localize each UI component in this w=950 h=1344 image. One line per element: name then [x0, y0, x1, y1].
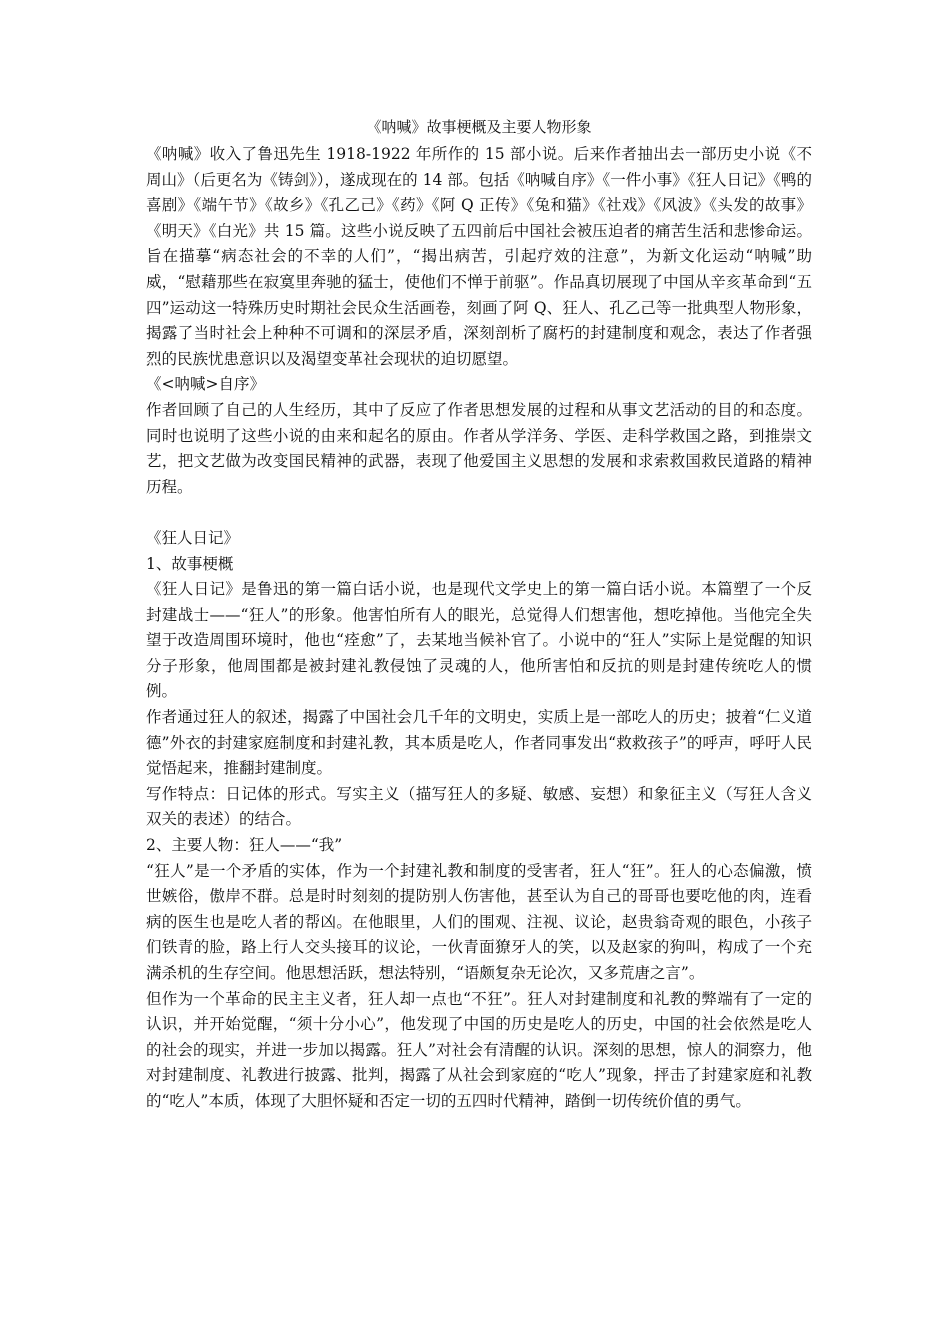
intro-paragraph: 《呐喊》收入了鲁迅先生 1918-1922 年所作的 15 部小说。后来作者抽出去一部历史小说《不周山》（后更名为《铸剑》），遂成现在的 14 部。包括《呐喊自序》《一件小事》《狂人日记》《鸭的喜剧》《端午节》《故乡》《孔乙己》《药》《阿 Q 正传》《兔和猫》《社戏》《风波》《头发的故事》《明天》《白光》共 15 篇。这些小说反映了五四前后中国社会被压迫者的痛苦生活和悲惨命运。旨在描摹“病态社会的不幸的人们”，“揭出病苦，引起疗效的注意”，为新文化运动“呐喊”助威，“慰藉那些在寂寞里奔驰的猛士，使他们不惮于前驱”。作品真切展现了中国从辛亥革命到“五四”运动这一特殊历史时期社会民众生活画卷，刻画了阿 Q、狂人、孔乙己等一批典型人物形象，揭露了当时社会上种种不可调和的深层矛盾，深刻剖析了腐朽的封建制度和观念，表达了作者强烈的民族忧患意识以及渴望变革社会现状的迫切愿望。: [146, 145, 812, 368]
preface-paragraph: 作者回顾了自己的人生经历，其中了反应了作者思想发展的过程和从事文艺活动的目的和态度。同时也说明了这些小说的由来和起名的原由。作者从学洋务、学医、走科学救国之路，到推崇文艺，把文艺做为改变国民精神的武器，表现了他爱国主义思想的发展和求索救国救民道路的精神历程。: [146, 400, 812, 496]
character-paragraph-1: “狂人”是一个矛盾的实体，作为一个封建礼教和制度的受害者，狂人“狂”。狂人的心态偏激，愤世嫉俗，傲岸不群。总是时时刻刻的提防别人伤害他，甚至认为自己的哥哥也要吃他的肉，连看病的医生也是吃人者的帮凶。在他眼里，人们的围观、注视、议论，赵贵翁奇观的眼色，小孩子们铁青的脸，路上行人交头接耳的议论，一伙青面獠牙人的笑，以及赵家的狗叫，构成了一个充满杀机的生存空间。他思想活跃，想法特别，“语颇复杂无论次，又多荒唐之言”。: [146, 861, 812, 982]
document-title: 《呐喊》故事梗概及主要人物形象: [366, 118, 592, 136]
blank-line: [146, 500, 812, 526]
section-heading-diary: 《狂人日记》: [146, 528, 240, 547]
character-paragraph-2: 但作为一个革命的民主主义者，狂人却一点也“不狂”。狂人对封建制度和礼教的弊端有了一定的认识，并开始觉醒，“须十分小心”，他发现了中国的历史是吃人的历史，中国的社会依然是吃人的社会的现实，并进一步加以揭露。狂人”对社会有清醒的认识。深刻的思想，惊人的洞察力，他对封建制度、礼教进行披露、批判，揭露了从社会到家庭的“吃人”现象，抨击了封建家庭和礼教的“吃人”本质，体现了大胆怀疑和否定一切的五四时代精神，踏倒一切传统价值的勇气。: [146, 989, 812, 1110]
section-heading-preface: 《<呐喊>自序》: [146, 375, 265, 394]
document-page: [146, 116, 812, 1115]
writing-features-paragraph: 写作特点：日记体的形式。写实主义（描写狂人的多疑、敏感、妄想）和象征主义（写狂人含义双关的表述）的结合。: [146, 784, 812, 829]
subheading-summary: 1、故事梗概: [146, 554, 234, 573]
subheading-characters: 2、主要人物：狂人——“我”: [146, 836, 343, 855]
summary-paragraph-1: 《狂人日记》是鲁迅的第一篇白话小说，也是现代文学史上的第一篇白话小说。本篇塑了一个反封建战士——“狂人”的形象。他害怕所有人的眼光，总觉得人们想害他，想吃掉他。当他完全失望于改造周围环境时，他也“痊愈”了，去某地当候补官了。小说中的“狂人”实际上是觉醒的知识分子形象，他周围都是被封建礼教侵蚀了灵魂的人，他所害怕和反抗的则是封建传统吃人的惯例。: [146, 580, 812, 701]
summary-paragraph-2: 作者通过狂人的叙述，揭露了中国社会几千年的文明史，实质上是一部吃人的历史；披着“仁义道德”外衣的封建家庭制度和封建礼教，其本质是吃人，作者同事发出“救救孩子”的呼声，呼吁人民觉悟起来，推翻封建制度。: [146, 708, 812, 778]
